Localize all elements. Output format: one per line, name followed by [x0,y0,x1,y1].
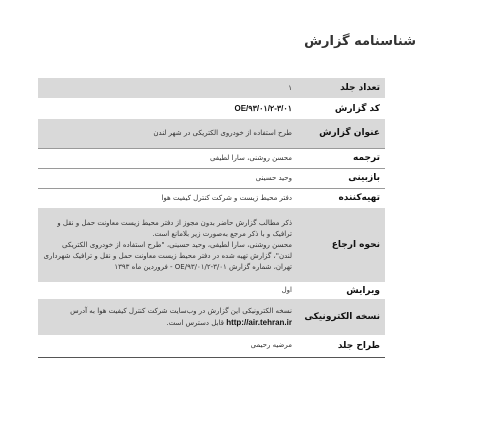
value-electronic [38,299,296,335]
report-info-table [38,78,385,358]
label-preparer: تهیه‌کننده [296,188,385,208]
value-translation: محسن روشنی، سارا لطیفی [38,148,296,168]
value-review: وحید حسینی [38,168,296,188]
label-subject: عنوان گزارش [296,119,385,148]
row-citation [38,208,385,282]
page-title: شناسنامه گزارش [304,34,416,49]
row-preparer [38,188,385,208]
row-electronic [38,299,385,335]
value-volumes: ١ [38,78,296,98]
value-cover: مرضیه رحیمی [38,335,296,357]
website-link[interactable]: http://air.tehran.ir [226,317,292,327]
label-volumes: تعداد جلد [296,78,385,98]
row-translation [38,148,385,168]
value-edition: اول [281,286,292,294]
value-code [38,98,296,119]
citation-reference: محسن روشنی، سارا لطیفی، وحید حسینی، "طرح استفاده از خودروی الکتریکی لندن"، گزارش تهیه شده در دفتر محیط زیست معاونت حمل و نقل و ترافیک شهرداری تهران، شماره گزارش OE/۹۳/۰۱/۲-۳/۰۱ - فروردین ماه ۱۳۹۳ [43,240,292,271]
label-edition: ویرایش [346,285,380,296]
citation-note: ذکر مطالب گزارش حاضر بدون مجوز از دفتر محیط زیست معاونت حمل و نقل و ترافیک و با ذکر مرجع به‌صورت زیر بلامانع است. [57,218,292,238]
value-citation [38,208,296,282]
report-code: OE/۹۳/۰۱/۲-۳/۰۱ [234,103,292,113]
row-subject [38,119,385,148]
value-preparer: دفتر محیط زیست و شرکت کنترل کیفیت هوا [38,188,296,208]
label-citation: نحوه ارجاع [296,208,385,282]
row-review [38,168,385,188]
label-electronic: نسخه الکترونیکی [296,299,385,335]
row-cover [38,335,385,357]
label-review: بازبینی [296,168,385,188]
value-subject: طرح استفاده از خودروی الکتریکی در شهر لندن [38,119,296,148]
label-code: کد گزارش [334,103,380,114]
row-edition [38,282,385,299]
label-translation: ترجمه [296,148,385,168]
electronic-text: نسخه الکترونیکی این گزارش در وب‌سایت شرکت کنترل کیفیت هوا به آدرس [70,306,292,315]
electronic-text-end: قابل دسترس است. [166,318,224,327]
label-cover: طراح جلد [296,335,385,357]
row-code [38,98,385,119]
row-volumes [38,78,385,98]
